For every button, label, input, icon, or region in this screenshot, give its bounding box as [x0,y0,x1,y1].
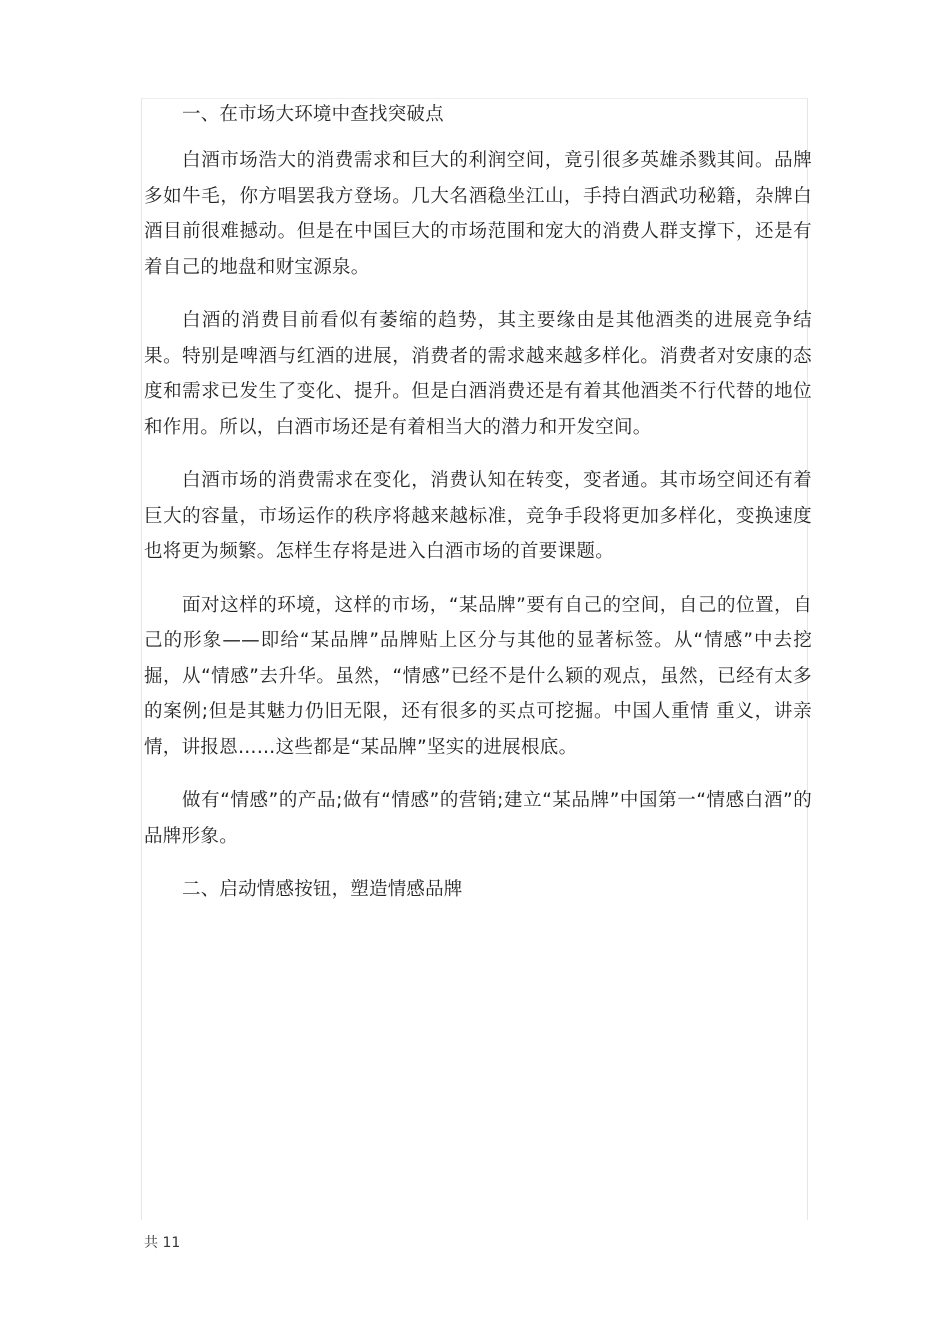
paragraph-4: 面对这样的环境，这样的市场，“某品牌”要有自己的空间，自己的位置，自己的形象——即给“某品牌”品牌贴上区分与其他的显著标签。从“情感”中去挖掘，从“情感”去升华。虽然，“情感”已经不是什么颖的观点，虽然，已经有太多的案例;但是其魅力仍旧无限，还有很多的买点可挖掘。中国人重情 重义，讲亲情，讲报恩……这些都是“某品牌”坚实的进展根底。 [144,594,812,758]
paragraph-5: 做有“情感”的产品;做有“情感”的营销;建立“某品牌”中国第一“情感白酒”的品牌形象。 [144,790,812,847]
section-heading-2: 二、启动情感按钮，塑造情感品牌 [182,879,463,900]
paragraph-2: 白酒的消费目前看似有萎缩的趋势，其主要缘由是其他酒类的进展竞争结果。特别是啤酒与红酒的进展，消费者的需求越来越多样化。消费者对安康的态度和需求已发生了变化、提升。但是白酒消费还是有着其他酒类不行代替的地位和作用。所以，白酒市场还是有着相当大的潜力和开发空间。 [144,310,812,438]
paragraph-1: 白酒市场浩大的消费需求和巨大的利润空间，竟引很多英雄杀戮其间。品牌多如牛毛，你方唱罢我方登场。几大名酒稳坐江山，手持白酒武功秘籍，杂牌白酒目前很难撼动。但是在中国巨大的市场范围和宠大的消费人群支撑下，还是有着自己的地盘和财宝源泉。 [144,150,812,278]
page-count-footer: 共 11 [144,1235,181,1251]
section-heading-1: 一、在市场大环境中查找突破点 [182,104,444,125]
document-body [144,100,812,905]
paragraph-3: 白酒市场的消费需求在变化，消费认知在转变，变者通。其市场空间还有着巨大的容量，市场运作的秩序将越来越标准，竞争手段将更加多样化，变换速度也将更为频繁。怎样生存将是进入白酒市场的首要课题。 [144,470,812,562]
